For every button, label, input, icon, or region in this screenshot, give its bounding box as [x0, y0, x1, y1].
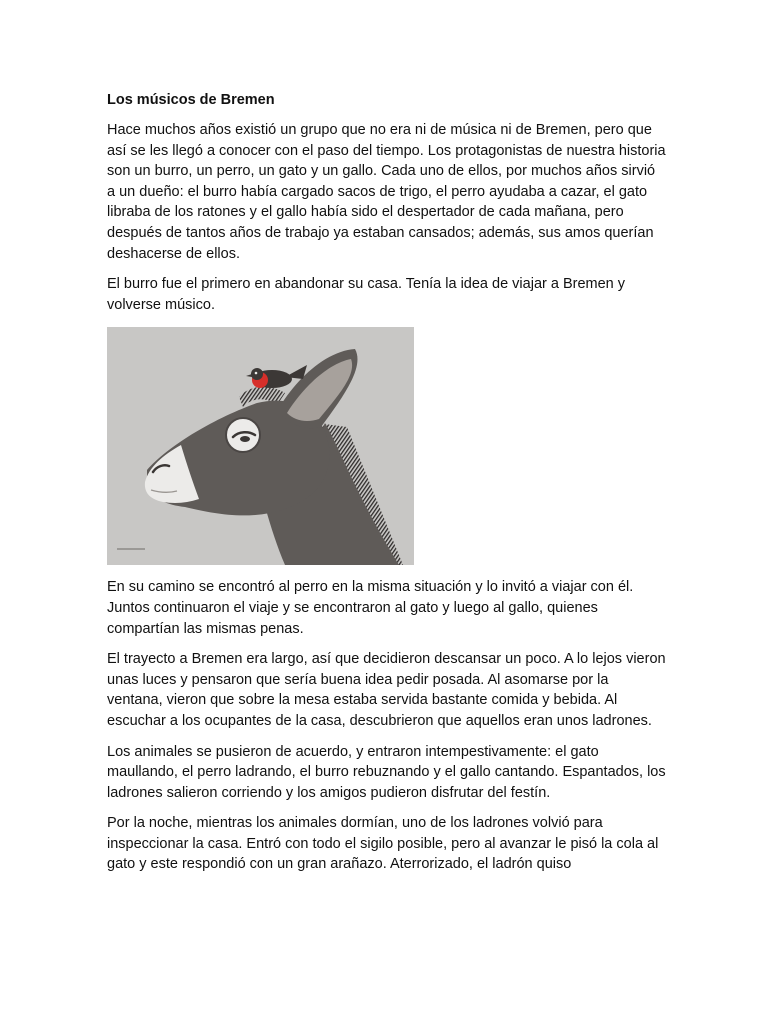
paragraph-3: En su camino se encontró al perro en la misma situación y lo invitó a viajar con él. Juntos continuaron el viaje y se encontraron al gato y luego al gallo, quienes compartían las mismas penas. — [107, 579, 634, 637]
artist-signature-mark — [117, 548, 145, 550]
donkey-illustration — [107, 327, 414, 565]
bird-eye — [255, 372, 258, 375]
paragraph-1: Hace muchos años existió un grupo que no era ni de música ni de Bremen, pero que así se les llegó a conocer con el paso del tiempo. Los protagonistas de nuestra historia son un burro, un perro, un gato y un gallo. Cada uno de ellos, por muchos años sirvió a un dueño: el burro había cargado sacos de trigo, el perro ayudaba a cazar, el gato libraba de los ratones y el gallo había sido el despertador de cada mañana, pero después de tantos años de trabajo ya estaban cansados; además, sus amos querían deshacerse de ellos. — [107, 122, 666, 262]
bird-head — [251, 368, 263, 380]
document-page — [107, 90, 667, 885]
eye-pupil — [240, 436, 250, 442]
paragraph-4: El trayecto a Bremen era largo, así que decidieron descansar un poco. A lo lejos vieron unas luces y pensaron que sería buena idea pedir posada. Al asomarse por la ventana, vieron que sobre la mesa estaba servida bastante comida y bebida. Al escuchar a los ocupantes de la casa, descubrieron que aquellos eran unos ladrones. — [107, 651, 666, 729]
document-title: Los músicos de Bremen — [107, 92, 275, 108]
paragraph-2: El burro fue el primero en abandonar su casa. Tenía la idea de viajar a Bremen y volverse músico. — [107, 276, 626, 313]
paragraph-6: Por la noche, mientras los animales dormían, uno de los ladrones volvió para inspeccionar la casa. Entró con todo el sigilo posible, pero al avanzar le pisó la cola al gato y este respondió con un gran arañazo. Aterrorizado, el ladrón quiso — [107, 815, 659, 873]
paragraph-5: Los animales se pusieron de acuerdo, y entraron intempestivamente: el gato maullando, el perro ladrando, el burro rebuznando y el gallo cantando. Espantados, los ladrones salieron corriendo y los amigos pudieron disfrutar del festín. — [107, 743, 666, 801]
